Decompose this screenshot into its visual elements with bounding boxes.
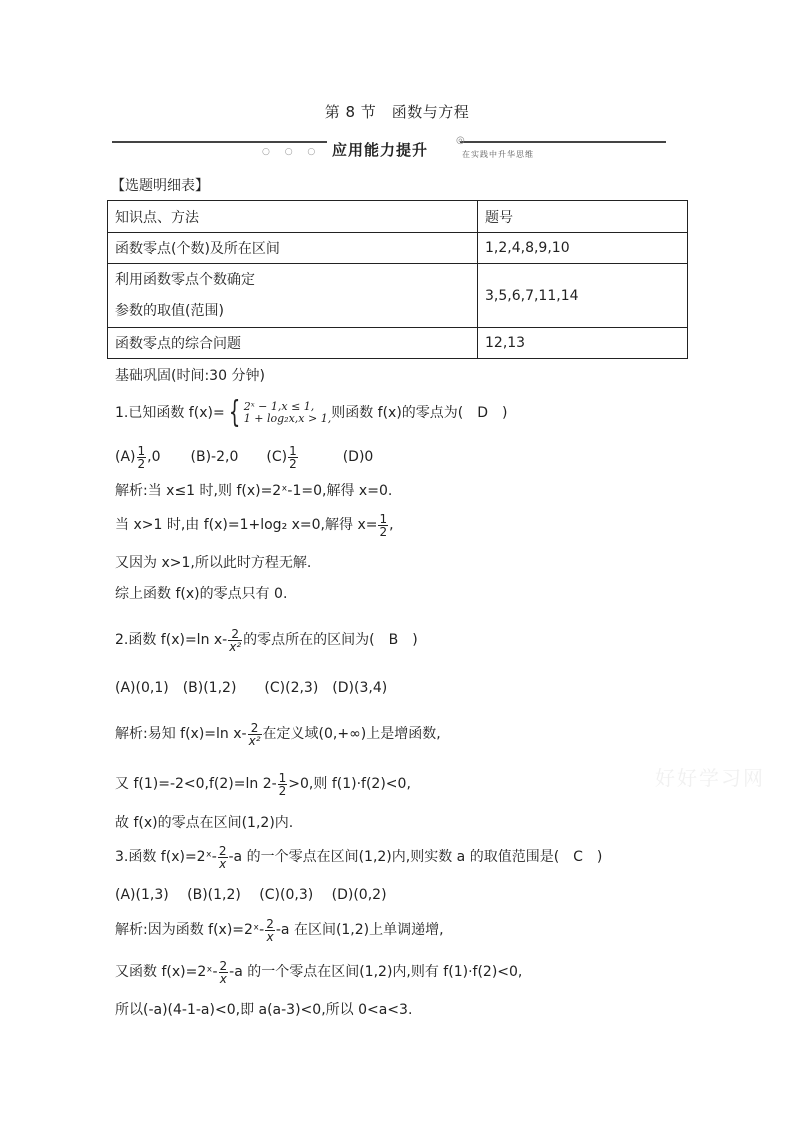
q1-stem-post: 则函数 f(x)的零点为( D ) <box>331 405 508 421</box>
q1-option-d: (D)0 <box>342 449 374 465</box>
table-cell-nums: 12,13 <box>478 328 688 359</box>
fraction-denominator: 2 <box>278 783 287 798</box>
fraction-denominator: x² <box>248 733 261 748</box>
question-3-stem <box>115 839 602 875</box>
table-cell-nums: 3,5,6,7,11,14 <box>478 264 688 328</box>
fraction <box>219 960 229 985</box>
q3-sol2-pre: 又函数 f(x)=2ˣ- <box>115 964 218 980</box>
q2-stem-post: 的零点所在的区间为( B ) <box>243 632 418 648</box>
q2-solution-line-2 <box>115 766 411 802</box>
q3-solution-line-3: 所以(-a)(4-1-a)<0,即 a(a-3)<0,所以 0<a<3. <box>115 1002 413 1018</box>
fraction <box>278 772 288 797</box>
question-1-options <box>115 440 373 474</box>
table-label: 【选题明细表】 <box>111 178 209 194</box>
q2-sol2-pre: 又 f(1)=-2<0,f(2)=ln 2- <box>115 776 277 792</box>
section-heading: 基础巩固(时间:30 分钟) <box>115 368 265 384</box>
fraction <box>137 445 147 470</box>
table-row <box>108 233 688 264</box>
q1-option-a-rest: ,0 <box>147 449 161 465</box>
fraction-numerator: 2 <box>231 626 240 641</box>
q2-stem-pre: 2.函数 f(x)=ln x- <box>115 632 228 648</box>
table-cell-topic-line: 利用函数零点个数确定 <box>115 271 255 288</box>
q3-solution-line-1 <box>115 912 444 948</box>
section-title: 第 8 节 函数与方程 <box>324 103 470 121</box>
q1-solution-line-2 <box>115 508 394 542</box>
table-cell-topic-line: 参数的取值(范围) <box>115 302 224 319</box>
fraction <box>218 845 228 870</box>
fraction-numerator: 1 <box>379 511 388 526</box>
question-3-options: (A)(1,3) (B)(1,2) (C)(0,3) (D)(0,2) <box>115 887 387 903</box>
fraction-numerator: 2 <box>250 720 259 735</box>
fraction-denominator: 2 <box>379 524 388 539</box>
q3-solution-line-2 <box>115 954 522 990</box>
table-cell-topic <box>108 264 478 328</box>
banner-dots: ○ ○ ○ <box>262 147 322 157</box>
fraction-denominator: x² <box>229 639 242 654</box>
fraction <box>288 445 298 470</box>
table-row <box>108 264 688 328</box>
question-1-stem <box>115 396 508 430</box>
banner-subtitle: 在实践中升华思维 <box>462 150 534 159</box>
fraction <box>228 628 242 653</box>
table-row <box>108 328 688 359</box>
banner-ornament-icon: ◎ <box>456 135 465 146</box>
q1-option-b: (B)-2,0 <box>190 449 239 465</box>
watermark: 好好学习网 <box>655 766 765 790</box>
fraction-numerator: 1 <box>137 443 146 458</box>
q1-option-a-label: (A) <box>115 449 136 465</box>
q1-piece-1: 2ˣ − 1,x ≤ 1, <box>243 400 315 413</box>
fraction-denominator: x <box>219 971 227 986</box>
fraction <box>248 722 262 747</box>
q3-sol1-post: -a 在区间(1,2)上单调递增, <box>275 922 444 938</box>
q1-stem-pre: 1.已知函数 f(x)= <box>115 405 225 421</box>
q2-sol2-post: >0,则 f(1)·f(2)<0, <box>288 776 411 792</box>
topic-table <box>107 200 688 359</box>
q1-solution-line-4: 综上函数 f(x)的零点只有 0. <box>115 586 288 602</box>
q3-sol1-pre: 解析:因为函数 f(x)=2ˣ- <box>115 922 265 938</box>
table-header-row <box>108 201 688 233</box>
q1-solution-line-1: 解析:当 x≤1 时,则 f(x)=2ˣ-1=0,解得 x=0. <box>115 483 393 499</box>
fraction-numerator: 1 <box>278 770 287 785</box>
q2-solution-line-1 <box>115 716 441 752</box>
fraction <box>265 918 275 943</box>
banner-title: 应用能力提升 <box>332 141 429 159</box>
q2-solution-line-3: 故 f(x)的零点在区间(1,2)内. <box>115 815 294 831</box>
question-2-options: (A)(0,1) (B)(1,2) (C)(2,3) (D)(3,4) <box>115 680 388 696</box>
q1-piece-2: 1 + log₂x,x > 1, <box>243 412 332 425</box>
fraction-numerator: 2 <box>266 916 274 931</box>
table-cell-topic: 函数零点的综合问题 <box>108 328 478 359</box>
fraction <box>378 513 388 538</box>
table-header-nums: 题号 <box>478 201 688 233</box>
q1-solution-line-3: 又因为 x>1,所以此时方程无解. <box>115 555 312 571</box>
q1-sol2-text: 当 x>1 时,由 f(x)=1+log₂ x=0,解得 x= <box>115 517 378 533</box>
q3-sol2-post: -a 的一个零点在区间(1,2)内,则有 f(1)·f(2)<0, <box>229 964 523 980</box>
banner-line-right <box>460 141 666 143</box>
fraction-denominator: 2 <box>137 456 146 471</box>
table-cell-topic: 函数零点(个数)及所在区间 <box>108 233 478 264</box>
left-brace-icon: { <box>228 395 240 430</box>
q1-piecewise <box>244 401 331 425</box>
fraction-denominator: x <box>266 929 274 944</box>
q2-sol1-pre: 解析:易知 f(x)=ln x- <box>115 726 247 742</box>
fraction-numerator: 1 <box>289 443 297 458</box>
q1-sol2-end: , <box>389 517 394 533</box>
q3-stem-post: -a 的一个零点在区间(1,2)内,则实数 a 的取值范围是( C ) <box>228 849 603 865</box>
q2-sol1-post: 在定义域(0,+∞)上是增函数, <box>262 726 441 742</box>
table-header-topic: 知识点、方法 <box>108 201 478 233</box>
q1-option-c-label: (C) <box>266 449 288 465</box>
fraction-denominator: x <box>219 856 227 871</box>
q3-stem-pre: 3.函数 f(x)=2ˣ- <box>115 849 217 865</box>
question-2-stem <box>115 622 418 658</box>
banner-line-left <box>112 141 327 143</box>
fraction-numerator: 2 <box>218 843 227 858</box>
fraction-numerator: 2 <box>219 958 228 973</box>
fraction-denominator: 2 <box>289 456 297 471</box>
table-cell-nums: 1,2,4,8,9,10 <box>478 233 688 264</box>
